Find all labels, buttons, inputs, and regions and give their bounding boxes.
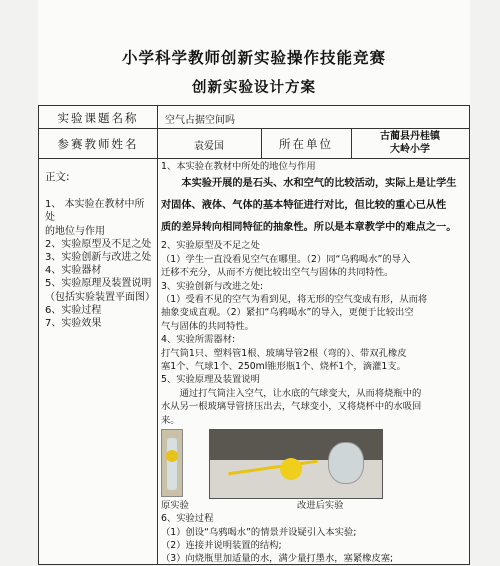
topic-label: 实验课题名称 xyxy=(57,111,139,125)
teacher-value: 袁爱国 xyxy=(194,141,224,152)
experiment-photos xyxy=(161,429,469,497)
outline-item: 4、实验器材 xyxy=(45,265,102,277)
original-experiment-photo xyxy=(161,429,183,497)
outline-item: 2、实验原型及不足之处 xyxy=(45,238,152,250)
paragraph-line: 来。 xyxy=(161,414,180,426)
unit-value xyxy=(351,130,469,156)
outline-item: 的地位与作用 xyxy=(45,225,105,237)
outline-item: 6、实验过程 xyxy=(45,304,102,316)
section-heading: 2、实验原型及不足之处 xyxy=(161,240,260,252)
paragraph-line: 气与固体的共同特性。 xyxy=(161,320,254,332)
paragraph-line: 本实验开展的是石头、水和空气的比较活动，实际上是让学生 xyxy=(181,178,457,190)
paragraph-line: （3）向烧瓶里加适量的水，满少量打墨水，塞紧橡皮塞; xyxy=(161,553,394,565)
paragraph-line: 水从另一根玻璃导管挤压出去，气球变小，又将烧杯中的水吸回 xyxy=(161,401,422,413)
section-heading: 5、实验原理及装置说明 xyxy=(161,374,260,386)
section-heading: 3、实验创新与改进之处: xyxy=(161,280,264,292)
paragraph-line: 抽象变成直观。（2）紧扣“乌鸦喝水”的导入，更便于比较出空 xyxy=(161,307,414,319)
topic-value: 空气占据空间吗 xyxy=(165,115,235,126)
section-heading: 4、实验所需器材: xyxy=(161,334,236,346)
outline-item: 7、实验效果 xyxy=(45,318,102,330)
paragraph-line: （1）受看不见的空气为看到见，将无形的空气变成有形，从而将 xyxy=(161,294,428,306)
outline-item: 5、实验原理及装置说明 xyxy=(45,278,152,290)
improved-experiment-photo xyxy=(209,429,383,499)
paragraph-line: （1）学生一直没看见空气在哪里。（2）同“乌鸦喝水”的导入 xyxy=(161,253,411,265)
paragraph-line: 质的差异转向相同特征的抽象性。所以是本章教学中的难点之一。 xyxy=(161,222,457,234)
document-title: 小学科学教师创新实验操作技能竞赛 xyxy=(121,49,386,67)
teacher-label: 参赛教师姓名 xyxy=(57,137,139,151)
paragraph-line: 通过打气筒注入空气，让水底的气球变大，从而将烧瓶中的 xyxy=(179,387,422,399)
paragraph-line: 对固体、液体、气体的基本特征进行对比，但比较的重心已从性 xyxy=(161,200,447,212)
outline-item: 3、实验创新与改进之处 xyxy=(45,252,152,264)
caption-improved: 改进后实验 xyxy=(297,500,344,512)
row-divider xyxy=(39,158,469,159)
document-page xyxy=(38,0,470,565)
unit-label: 所在单位 xyxy=(279,137,333,151)
document-subtitle: 创新实验设计方案 xyxy=(192,80,316,96)
paragraph-line: 打气筒1只、塑料管1根、玻璃导管2根（弯的）、带双孔橡皮 xyxy=(161,347,407,359)
design-table xyxy=(38,105,470,565)
outline-item: 1、 本实验在教材中所处 xyxy=(45,199,145,224)
outline-heading: 正文: xyxy=(45,171,70,183)
outline-list xyxy=(45,171,153,330)
photo-captions xyxy=(161,499,469,512)
unit-value-line2: 大岭小学 xyxy=(390,144,430,155)
row-divider xyxy=(39,128,469,129)
design-content xyxy=(161,160,469,566)
paragraph-line: 迁移不充分，从而不方便比较出空气与固体的共同特性。 xyxy=(161,267,394,279)
section-heading: 6、实验过程 xyxy=(161,513,214,525)
section-heading: 1、本实验在教材中所处的地位与作用 xyxy=(161,161,316,172)
column-divider xyxy=(157,106,158,564)
paragraph-line: 塞1个、气球1个、250ml锥形瓶1个、烧杯1个，滴灌1支。 xyxy=(161,361,406,373)
paragraph-line: （1）创设“乌鸦喝水”的情景并设疑引入本实验; xyxy=(161,526,357,538)
paragraph-line: （2）连接并说明装置的结构; xyxy=(161,539,282,551)
caption-original: 原实验 xyxy=(161,500,189,512)
unit-value-line1: 古蔺县丹桂镇 xyxy=(380,131,440,142)
outline-item: （包括实验装置平面图） xyxy=(45,291,155,303)
